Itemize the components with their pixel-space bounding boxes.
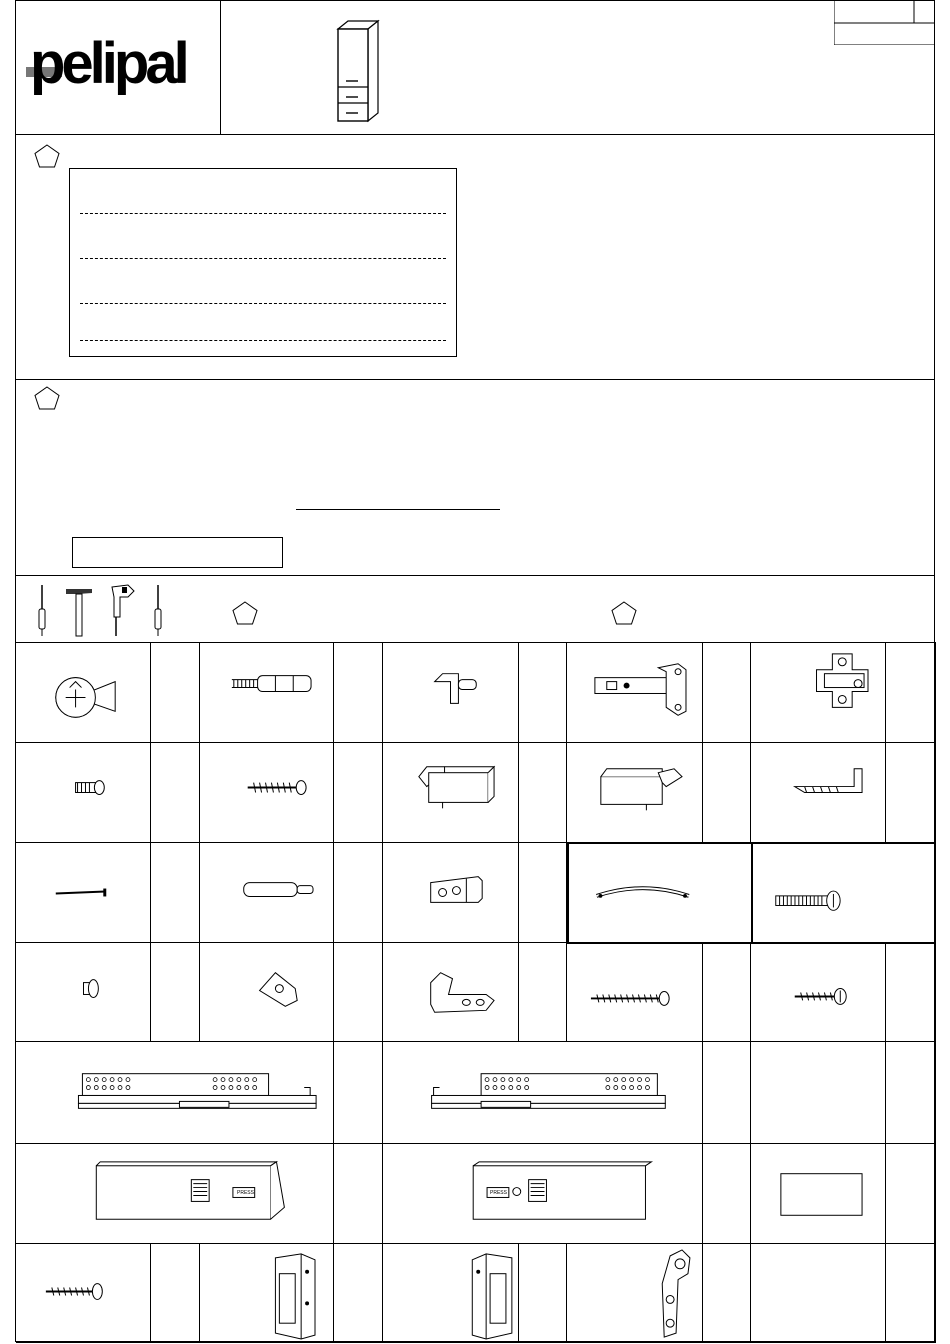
qty-cell	[703, 1144, 751, 1244]
qty-cell	[886, 943, 936, 1042]
label-card-icon	[751, 1144, 885, 1243]
part-drawer-coupling-right	[383, 1144, 703, 1244]
part-hinge	[567, 642, 703, 743]
pentagon-icon	[232, 601, 258, 625]
part-rear-bracket-right	[383, 1244, 519, 1343]
qty-cell	[151, 743, 200, 843]
divider	[16, 134, 934, 135]
part-drawer-runner-right	[383, 1042, 703, 1144]
chipboard-screw-icon	[16, 1244, 150, 1342]
part-wooden-dowel	[200, 843, 334, 943]
short-screw-icon	[751, 943, 885, 1041]
qty-cell	[334, 1244, 383, 1343]
qty-cell	[703, 1244, 751, 1343]
hammer-icon	[66, 589, 92, 636]
qty-cell	[886, 743, 936, 843]
rear-bracket-icon	[383, 1244, 518, 1342]
square-pad-icon	[200, 943, 333, 1041]
angle-bracket-icon	[383, 943, 518, 1041]
divider	[16, 379, 934, 380]
drill-icon	[112, 585, 134, 636]
qty-cell	[334, 642, 383, 743]
qty-cell	[886, 1144, 936, 1244]
logo-cell	[16, 1, 221, 134]
part-cam-lock	[16, 642, 151, 743]
part-front-adjuster	[567, 1244, 703, 1343]
qty-cell	[886, 1042, 936, 1144]
part-drawer-bracket-left	[383, 743, 519, 843]
qty-cell	[151, 1244, 200, 1343]
press-label: PRESS	[237, 1190, 254, 1196]
part-wall-strap	[567, 842, 752, 944]
part-rear-bracket-left	[200, 1244, 334, 1343]
brand-logo: pelipal	[30, 31, 186, 96]
part-mounting-plate	[751, 642, 886, 743]
part-connector-bolt	[200, 642, 334, 743]
part-square-pad	[200, 943, 334, 1042]
qty-cell	[519, 843, 567, 943]
qty-cell	[886, 642, 936, 743]
qty-cell	[703, 943, 751, 1042]
pentagon-icon	[34, 386, 60, 410]
shelf-support-icon	[383, 642, 518, 742]
part-machine-screw	[751, 842, 936, 944]
document-number-box	[834, 1, 934, 45]
tools-row	[34, 581, 174, 641]
note-line	[80, 258, 446, 259]
qty-cell	[151, 642, 200, 743]
part-clip-connector	[383, 843, 519, 943]
hinge-icon	[567, 642, 702, 742]
qty-cell	[334, 943, 383, 1042]
divider	[16, 575, 934, 576]
part-drawer-coupling-left	[16, 1144, 334, 1244]
mounting-plate-icon	[751, 642, 885, 742]
cabinet-illustration	[334, 17, 384, 123]
note-line	[80, 303, 446, 304]
connector-bolt-icon	[200, 642, 333, 742]
instruction-sheet	[15, 0, 935, 1342]
part-cover-cap	[16, 943, 151, 1042]
part-short-screw	[751, 943, 886, 1042]
rear-bracket-icon	[200, 1244, 333, 1342]
drawer-bracket-icon	[383, 743, 518, 842]
notes-box	[69, 168, 457, 357]
qty-cell	[334, 843, 383, 943]
clip-connector-icon	[383, 843, 518, 942]
drawer-runner-icon	[16, 1042, 333, 1143]
part-nail	[16, 843, 151, 943]
qty-cell	[334, 743, 383, 843]
part-angle-bracket	[383, 943, 519, 1042]
machine-screw-icon	[753, 844, 934, 942]
wood-screw-icon	[200, 743, 333, 842]
qty-cell	[703, 1042, 751, 1144]
part-shelf-support	[383, 642, 519, 743]
front-adjuster-icon	[567, 1244, 702, 1342]
drawer-coupling-icon	[16, 1144, 333, 1243]
info-box	[72, 537, 283, 568]
part-wood-screw-short	[200, 743, 334, 843]
qty-cell	[519, 642, 567, 743]
part-blank-b	[751, 1244, 886, 1343]
long-screw-icon	[567, 943, 702, 1041]
press-label: PRESS	[490, 1190, 507, 1196]
part-long-screw	[567, 943, 703, 1042]
qty	[16, 642, 150, 742]
wall-strap-icon	[569, 844, 752, 942]
qty-cell	[519, 743, 567, 843]
screwdriver-cross-icon	[155, 585, 161, 636]
pentagon-icon	[611, 601, 637, 625]
part-hook	[751, 743, 886, 843]
nail-icon	[16, 843, 150, 942]
cover-cap-icon	[16, 943, 150, 1041]
part-drawer-runner-left	[16, 1042, 334, 1144]
parts-grid	[16, 642, 936, 1343]
pentagon-icon	[34, 144, 60, 168]
drawer-bracket-icon	[567, 743, 702, 842]
part-blank-a	[751, 1042, 886, 1144]
qty-cell	[151, 943, 200, 1042]
part-euro-screw	[16, 743, 151, 843]
qty-cell	[886, 1244, 936, 1343]
part-chipboard-screw	[16, 1244, 151, 1343]
part-drawer-bracket-right	[567, 743, 703, 843]
underline-rule	[296, 509, 500, 510]
dowel-icon	[200, 843, 333, 942]
note-line	[80, 213, 446, 214]
qty-cell	[334, 1144, 383, 1244]
drawer-coupling-icon	[383, 1144, 702, 1243]
qty-cell	[334, 1042, 383, 1144]
qty-cell	[151, 843, 200, 943]
drawer-runner-icon	[383, 1042, 702, 1143]
screwdriver-flat-icon	[39, 585, 45, 636]
qty-cell	[519, 943, 567, 1042]
part-label-card	[751, 1144, 886, 1244]
qty-cell	[703, 743, 751, 843]
qty-cell	[703, 642, 751, 743]
hook-icon	[751, 743, 885, 842]
qty-cell	[519, 1244, 567, 1343]
note-line	[80, 340, 446, 341]
euro-screw-icon	[16, 743, 150, 842]
